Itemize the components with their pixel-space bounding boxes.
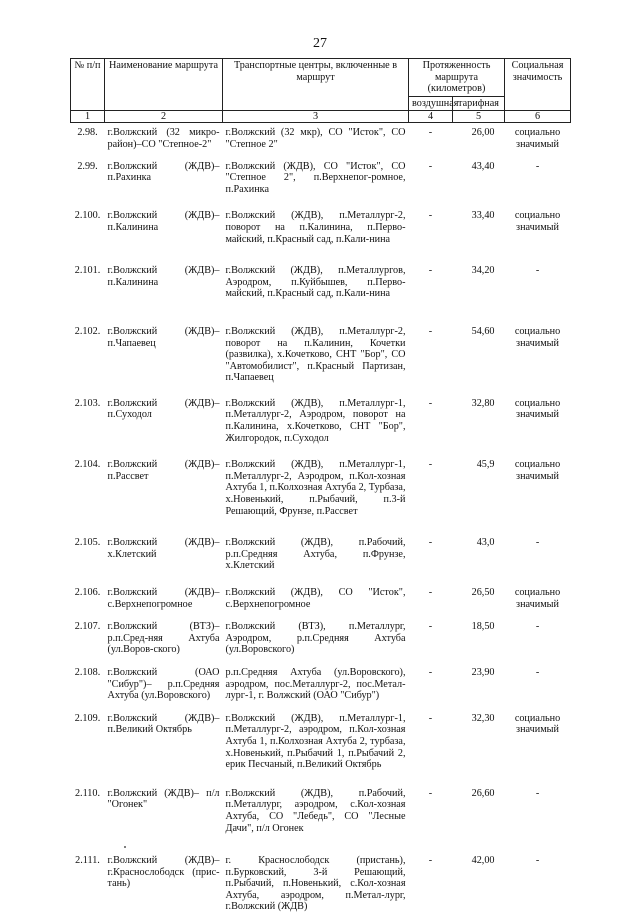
- table-header: [71, 59, 571, 123]
- route-name: г.Волжский (ЖДВ)– х.Клетский: [107, 537, 220, 560]
- air-distance: -: [428, 621, 433, 633]
- air-distance: -: [428, 265, 433, 277]
- transport-centers: г.Волжский (ЖДВ), п.Металлург-1, п.Металлург-2, аэродром, п.Кол-хозная Ахтуба 1, п.Колхозная Ахтуба 2, турбаза, х.Новенький, п.Рыбачий 1, п.Рыбачий 2, ерик Песчаный, п.Великий Октябрь: [225, 712, 406, 771]
- air-distance: -: [428, 537, 433, 549]
- header-air-distance: воздушная: [409, 96, 453, 111]
- route-number: 2.106.: [74, 587, 101, 598]
- route-name: г.Волжский (ЖДВ)– п.Калинина: [107, 265, 220, 288]
- air-distance: -: [428, 666, 433, 678]
- header-transport-centers: Транспортные центры, включенные в маршрут: [223, 59, 409, 111]
- route-name: г.Волжский (ЖДВ)– п.Калинина: [107, 210, 220, 233]
- air-distance: -: [428, 397, 433, 409]
- route-name: г.Волжский (ЖДВ)– п.Рахинка: [107, 160, 220, 184]
- air-distance: -: [428, 712, 433, 724]
- tariff-distance: 42,00: [471, 855, 495, 867]
- table-row: [71, 712, 571, 787]
- transport-centers: г.Волжский (ЖДВ), п.Металлургов, Аэродром, п.Куйбышев, п.Перво-майский, п.Красный сад, п.Кали-нина: [225, 265, 406, 300]
- transport-centers: г.Волжский (ЖДВ), п.Металлург-1, п.Металлург-2, Аэродром, поворот на п.Калинина, х.Кочетково, СНТ "Бор", Жилгородок, п.Суходол: [225, 397, 406, 444]
- route-name: г.Волжский (ЖДВ)– п.Суходол: [107, 397, 220, 421]
- social-significance: -: [535, 537, 540, 549]
- table-row: [71, 787, 571, 854]
- social-significance: социально значимый: [514, 712, 561, 736]
- route-name: г.Волжский (ЖДВ)– г.Краснослободск (прис-тань): [107, 855, 220, 890]
- tariff-distance: 26,60: [471, 787, 495, 799]
- air-distance: -: [428, 787, 433, 799]
- route-number: 2.98.: [77, 127, 98, 139]
- table-row: [71, 209, 571, 264]
- transport-centers: г. Краснослободск (пристань), п.Бурковский, 3-й Решающий, п.Рыбачий, п.Новенький, с.Кол-хозная Ахтуба, аэродром, п.Метал-лург, г.Волжский (ЖДВ): [225, 855, 406, 913]
- table-row: [71, 666, 571, 712]
- tariff-distance: 32,30: [471, 712, 495, 724]
- air-distance: -: [428, 325, 433, 337]
- social-significance: социально значимый: [514, 127, 561, 150]
- social-significance: -: [535, 265, 540, 277]
- column-number: 4: [409, 111, 453, 123]
- transport-centers: г.Волжский (ЖДВ), п.Рабочий, р.п.Средняя Ахтуба, п.Фрунзе, х.Клетский: [225, 537, 406, 572]
- table-row: [71, 264, 571, 325]
- table-row: [71, 854, 571, 913]
- air-distance: -: [428, 127, 433, 139]
- air-distance: -: [428, 210, 433, 222]
- air-distance: -: [428, 855, 433, 867]
- header-route-name: Наименование маршрута: [105, 59, 223, 111]
- tariff-distance: 23,90: [471, 666, 495, 678]
- table-row: [71, 397, 571, 458]
- route-number: 2.101.: [74, 265, 101, 277]
- air-distance: -: [428, 160, 433, 172]
- transport-centers: г.Волжский (ЖДВ), СО "Исток", с.Верхнепогромное: [225, 587, 406, 610]
- route-number: 2.104.: [74, 459, 101, 471]
- transport-centers: г.Волжский (ЖДВ), п.Металлург-2, поворот на п.Калинин, Кочетки (развилка), х.Кочетково, СНТ "Бор", СО "Автомобилист", п.Красный Партизан, п.Чапаевец: [225, 325, 406, 384]
- social-significance: -: [535, 855, 540, 867]
- air-distance: -: [428, 459, 433, 471]
- route-number: 2.107.: [74, 621, 101, 633]
- column-number: 3: [223, 111, 409, 123]
- route-number: 2.111.: [75, 855, 100, 867]
- route-number: 2.108.: [74, 666, 101, 678]
- column-number: 1: [71, 111, 105, 123]
- tariff-distance: 34,20: [471, 265, 495, 277]
- route-name: г.Волжский (ЖДВ)– с.Верхнепогромное: [107, 587, 220, 610]
- tariff-distance: 32,80: [471, 397, 495, 409]
- transport-centers: г.Волжский (ЖДВ), п.Рабочий, п.Металлург, аэродром, с.Кол-хозная Ахтуба, СО "Лебедь", СО "Лесные Дачи", п/л Огонек: [225, 787, 406, 834]
- column-number: 5: [453, 111, 505, 123]
- route-name: г.Волжский (32 микро-район)–СО "Степное-2": [107, 127, 220, 150]
- route-name: г.Волжский (ОАО "Сибур")– р.п.Средняя Ахтуба (ул.Воровского): [107, 666, 220, 702]
- transport-centers: г.Волжский (ВТЗ), п.Металлург, Аэродром, р.п.Средняя Ахтуба (ул.Воровского): [225, 621, 406, 656]
- social-significance: -: [535, 160, 540, 172]
- table-row: [71, 160, 571, 210]
- tariff-distance: 43,40: [471, 160, 495, 172]
- table-row: [71, 536, 571, 586]
- tariff-distance: 26,00: [471, 127, 495, 139]
- table-body: [71, 123, 571, 913]
- transport-centers: г.Волжский (ЖДВ), СО "Исток", СО "Степное 2", п.Верхнепог-ромное, п.Рахинка: [225, 160, 406, 195]
- route-number: 2.110.: [74, 787, 101, 799]
- route-number: 2.103.: [74, 397, 101, 409]
- column-number: 2: [105, 111, 223, 123]
- air-distance: -: [428, 587, 433, 598]
- route-number: 2.102.: [74, 325, 101, 337]
- social-significance: -: [535, 787, 540, 799]
- table-row: [71, 123, 571, 160]
- table-row: [71, 620, 571, 666]
- social-significance: -: [535, 621, 540, 633]
- transport-centers: г.Волжский (32 мкр), СО "Исток", СО "Степное 2": [225, 127, 406, 150]
- routes-table: [70, 58, 571, 913]
- table-row: [71, 325, 571, 397]
- social-significance: социально значимый: [514, 210, 561, 233]
- table-row: [71, 586, 571, 620]
- route-number: 2.100.: [74, 210, 101, 222]
- route-name: г.Волжский (ЖДВ)– п.Чапаевец: [107, 325, 220, 349]
- route-number: 2.109.: [74, 712, 101, 724]
- header-tariff-distance: тарифная: [453, 96, 505, 111]
- route-name: г.Волжский (ЖДВ)– п.Рассвет: [107, 459, 220, 482]
- tariff-distance: 18,50: [471, 621, 495, 633]
- route-number: 2.99.: [77, 160, 98, 172]
- route-name: г.Волжский (ЖДВ)– п/л "Огонек": [107, 787, 220, 811]
- tariff-distance: 26,50: [471, 587, 495, 598]
- header-social-significance: Социальная значимость: [505, 59, 571, 111]
- social-significance: социально значимый: [514, 459, 561, 482]
- route-name: г.Волжский (ВТЗ)–р.п.Сред-няя Ахтуба (ул.Воров-ского): [107, 621, 220, 656]
- transport-centers: г.Волжский (ЖДВ), п.Металлург-1, п.Металлург-2, Аэродром, п.Кол-хозная Ахтуба 1, п.Колхозная Ахтуба 2, Турбаза, х.Новенький, п.Рыбачий, п.3-й Решающий, Фрунзе, п.Рассвет: [225, 459, 406, 517]
- transport-centers: г.Волжский (ЖДВ), п.Металлург-2, поворот на п.Калинина, п.Перво-майский, п.Красный сад, п.Кали-нина: [225, 210, 406, 245]
- scan-speck: [124, 846, 126, 848]
- social-significance: социально значимый: [514, 587, 561, 610]
- page-number: 27: [313, 36, 327, 51]
- tariff-distance: 43,0: [476, 537, 495, 549]
- social-significance: -: [535, 666, 540, 678]
- header-route-length: Протяженность маршрута (километров): [409, 59, 505, 97]
- route-name: г.Волжский (ЖДВ)– п.Великий Октябрь: [107, 712, 220, 736]
- header-num: № п/п: [71, 59, 105, 111]
- table-row: [71, 458, 571, 536]
- column-number: 6: [505, 111, 571, 123]
- transport-centers: р.п.Средняя Ахтуба (ул.Воровского), аэродром, пос.Металлург-2, пос.Метал-лург-1, г. Волжский (ОАО "Сибур"): [225, 666, 406, 702]
- route-number: 2.105.: [74, 537, 101, 549]
- social-significance: социально значимый: [514, 325, 561, 349]
- tariff-distance: 45,9: [476, 459, 495, 471]
- tariff-distance: 54,60: [471, 325, 495, 337]
- tariff-distance: 33,40: [471, 210, 495, 222]
- social-significance: социально значимый: [514, 397, 561, 421]
